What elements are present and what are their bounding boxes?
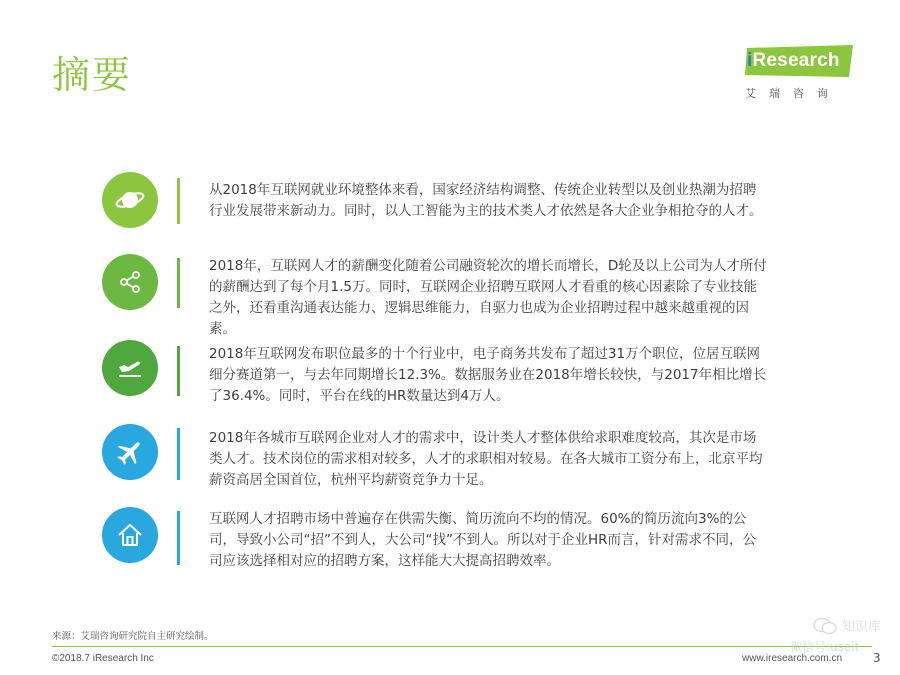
logo-prefix: i: [747, 50, 753, 71]
divider-bar: [177, 511, 180, 565]
watermark-id: 微信号:useit: [790, 640, 860, 654]
divider-bar: [177, 428, 180, 480]
airplane-icon: [102, 424, 158, 480]
page-number: 3: [873, 651, 881, 665]
summary-text: 2018年，互联网人才的薪酬变化随着公司融资轮次的增长而增长，D轮及以上公司为人才所付的薪酬达到了每个月1.5万。同时，互联网企业招聘互联网人才看重的核心因素除了专业技能之外，还看重沟通表达能力、逻辑思维能力，自驱力也成为企业招聘过程中越来越重视的因素。: [209, 258, 767, 337]
logo-brand-rest: Research: [752, 50, 840, 71]
website-link[interactable]: www.iresearch.com.cn: [742, 653, 843, 664]
divider-bar: [177, 178, 180, 224]
planet-icon: [102, 172, 158, 228]
summary-item-2: [0, 250, 900, 337]
summary-item-1: [0, 168, 900, 238]
source-note: 来源：艾瑞咨询研究院自主研究绘制。: [52, 631, 214, 642]
summary-text: 2018年各城市互联网企业对人才的需求中，设计类人才整体供给求职难度较高，其次是市场类人才。技术岗位的需求相对较多，人才的求职相对较易。在各大城市工资分布上，北京平均薪资高居全国首位，杭州平均薪资竞争力十足。: [209, 430, 763, 488]
watermark: [790, 614, 900, 664]
summary-text: 从2018年互联网就业环境整体来看，国家经济结构调整、传统企业转型以及创业热潮为招聘行业发展带来新动力。同时，以人工智能为主的技术类人才依然是各大企业争相抢夺的人才。: [209, 182, 763, 219]
logo-subtitle: 艾瑞咨询: [745, 87, 841, 100]
page-title: 摘要: [52, 53, 133, 97]
footer-divider: [52, 646, 872, 647]
house-icon: [102, 507, 158, 563]
copyright: ©2018.7 iResearch Inc: [52, 653, 154, 664]
divider-bar: [177, 346, 180, 396]
summary-item-4: [0, 422, 900, 492]
logo-wordmark: [747, 50, 840, 72]
summary-text: 互联网人才招聘市场中普遍存在供需失衡、简历流向不均的情况。60%的简历流向3%的公司，导致小公司“招”不到人，大公司“找”不到人。所以对于企业HR而言，针对需求不同，公司应该选择相对应的招聘方案，这样能大大提高招聘效率。: [209, 511, 757, 569]
divider-bar: [177, 258, 180, 308]
watermark-name: 知识库: [842, 620, 882, 635]
iresearch-logo: [745, 45, 860, 105]
summary-item-3: [0, 338, 900, 408]
takeoff-icon: [102, 340, 158, 396]
summary-text: 2018年互联网发布职位最多的十个行业中，电子商务共发布了超过31万个职位，位居互联网细分赛道第一，与去年同期增长12.3%。数据服务业在2018年增长较快，与2017年相比增长了36.4%。同时，平台在线的HR数量达到4万人。: [209, 346, 767, 404]
summary-item-5: [0, 505, 900, 575]
share-icon: [102, 254, 158, 310]
wechat-icon: [812, 616, 838, 636]
